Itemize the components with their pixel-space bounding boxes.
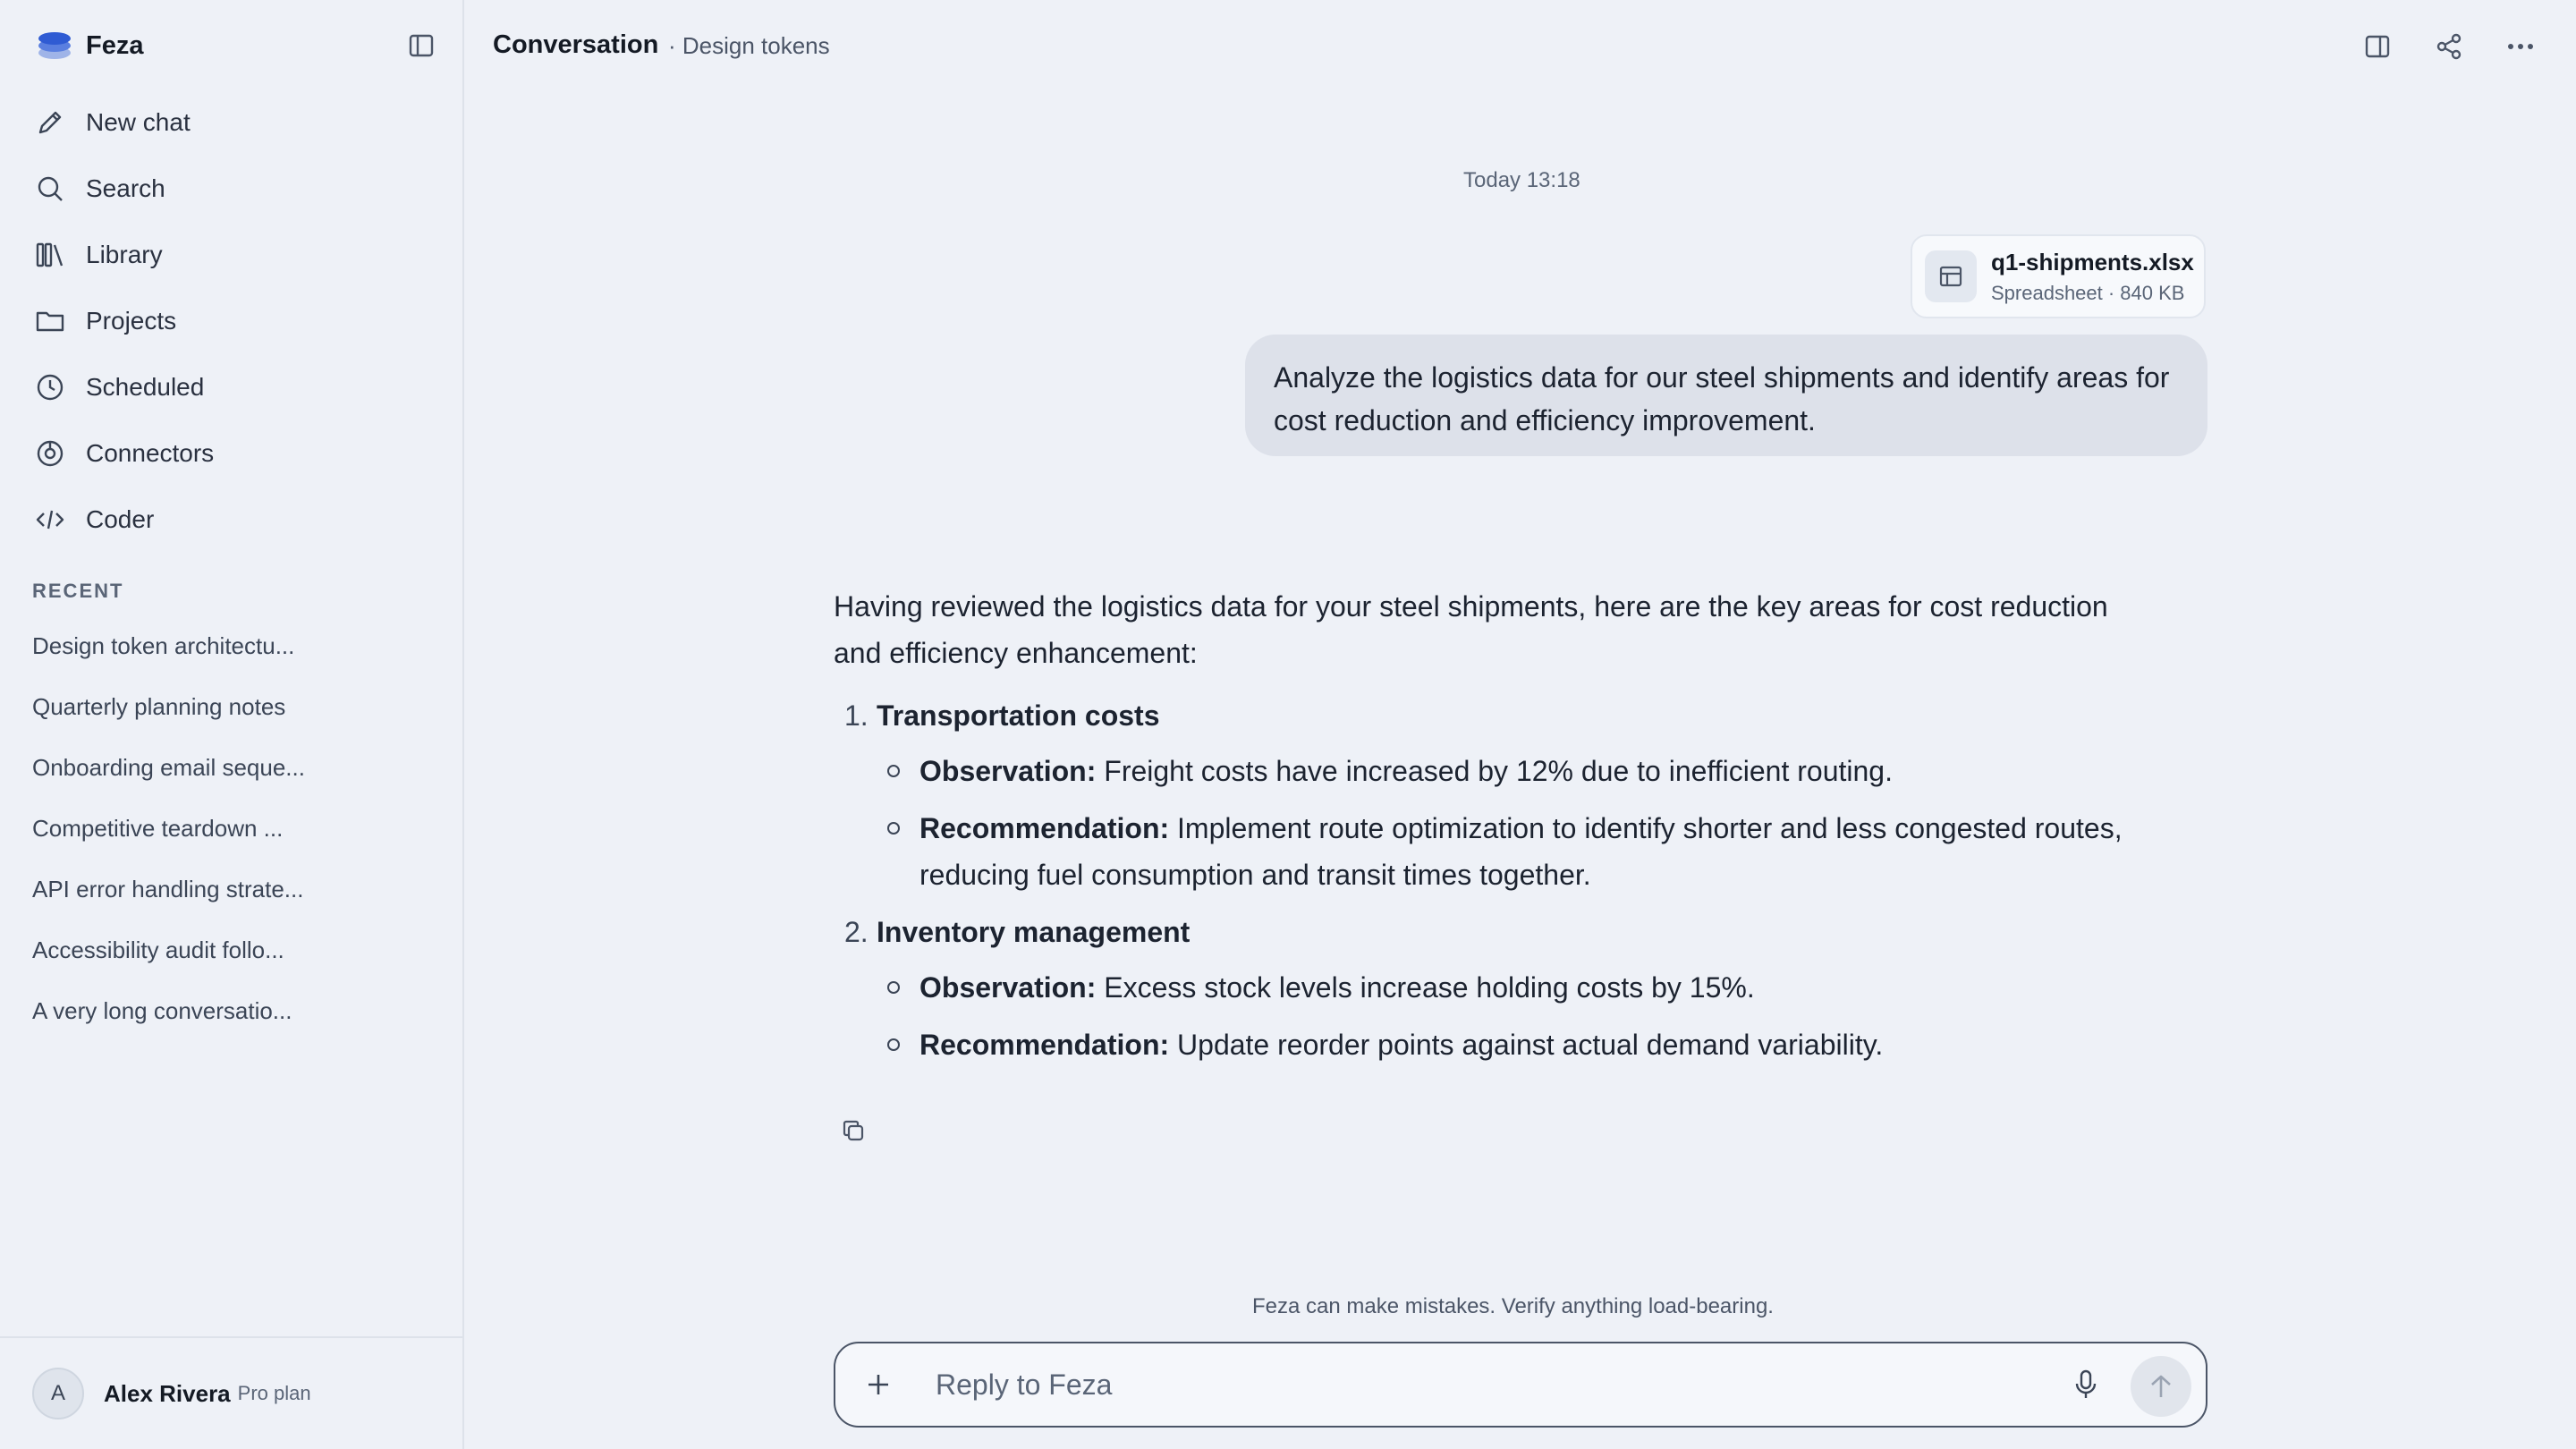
user-plan: Pro plan	[237, 1382, 311, 1404]
microphone-icon	[2074, 1369, 2097, 1400]
avatar: A	[32, 1368, 84, 1419]
recent-item[interactable]: A very long conversatio...	[32, 996, 292, 1024]
send-button[interactable]	[2131, 1356, 2191, 1417]
recent-item[interactable]: API error handling strate...	[32, 875, 304, 902]
sidebar-item-projects[interactable]	[0, 288, 464, 354]
recent-list	[32, 615, 444, 1041]
list-item	[877, 964, 2157, 1011]
point-label: Recommendation:	[919, 1029, 1170, 1061]
sidebar-item-label: New chat	[86, 108, 191, 136]
more-horizontal-icon	[2507, 43, 2534, 50]
sidebar-item-label: Scheduled	[86, 373, 205, 401]
clock-icon	[34, 371, 66, 403]
list-item	[877, 805, 2157, 898]
folder-icon	[34, 305, 66, 337]
spreadsheet-icon	[1925, 250, 1977, 302]
sidebar-item-search[interactable]	[0, 156, 464, 222]
point-text: Freight costs have increased by 12% due to inefficient routing.	[1096, 755, 1893, 787]
sidebar-item-label: Library	[86, 241, 163, 268]
sidebar-item-label: Search	[86, 174, 165, 202]
arrow-up-icon	[2149, 1374, 2173, 1399]
copy-icon	[842, 1119, 865, 1142]
pencil-icon	[34, 106, 66, 139]
voice-input-button[interactable]	[2068, 1367, 2104, 1402]
user-profile[interactable]	[0, 1336, 464, 1449]
sidebar-item-library[interactable]	[0, 222, 464, 288]
attachment-card[interactable]	[1911, 234, 2206, 318]
share-icon	[2436, 33, 2462, 60]
toggle-panel-button[interactable]	[2358, 27, 2397, 66]
list-item	[877, 748, 2157, 794]
recent-heading: RECENT	[32, 580, 124, 602]
sidebar-item-label: Projects	[86, 307, 177, 335]
section-title: Inventory management	[877, 916, 1191, 948]
reply-input[interactable]	[936, 1363, 2009, 1406]
brand-name: Feza	[86, 30, 144, 60]
bullet-icon	[887, 1038, 900, 1051]
header-actions	[2326, 27, 2540, 66]
recent-item[interactable]: Quarterly planning notes	[32, 692, 286, 720]
page-title: Conversation	[493, 30, 659, 59]
user-name: Alex Rivera	[104, 1379, 231, 1407]
list-number: 1.	[844, 699, 869, 732]
copy-button[interactable]	[837, 1114, 869, 1147]
assistant-message	[834, 583, 2157, 1079]
connector-icon	[34, 437, 66, 470]
brand[interactable]	[36, 28, 143, 64]
list-number: 2.	[844, 916, 869, 948]
sidebar-item-scheduled[interactable]	[0, 354, 464, 420]
composer	[834, 1342, 2207, 1428]
bullet-icon	[887, 765, 900, 777]
sidebar-item-connectors[interactable]	[0, 420, 464, 487]
disclaimer: Feza can make mistakes. Verify anything load-bearing.	[1252, 1294, 1774, 1318]
recent-item[interactable]: Onboarding email seque...	[32, 753, 305, 781]
panel-icon	[2365, 35, 2390, 58]
sidebar-nav	[0, 89, 464, 553]
attachment-meta: Spreadsheet · 840 KB	[1991, 281, 2185, 304]
section-title: Transportation costs	[877, 699, 1160, 732]
sidebar-item-coder[interactable]	[0, 487, 464, 553]
point-text: Update reorder points against actual demand variability.	[1169, 1029, 1884, 1061]
bullet-icon	[887, 981, 900, 994]
sidebar-item-label: Coder	[86, 505, 155, 533]
recent-item[interactable]: Competitive teardown ...	[32, 814, 284, 842]
header	[466, 0, 2576, 91]
point-text: Implement route optimization to identify shorter and less congested routes, reducing fuel consumption and transit times together.	[919, 812, 2123, 891]
feza-logo-icon	[36, 28, 73, 64]
recent-item[interactable]: Accessibility audit follo...	[32, 936, 284, 963]
point-label: Observation:	[919, 971, 1097, 1004]
sidebar	[0, 0, 464, 1449]
answer-intro: Having reviewed the logistics data for your steel shipments, here are the key areas for cost reduction and efficiency enhancement:	[834, 590, 2108, 669]
library-icon	[34, 239, 66, 271]
sub-list	[877, 964, 2157, 1068]
sidebar-toggle-icon	[409, 34, 434, 57]
attach-button[interactable]	[860, 1367, 896, 1402]
plus-icon	[866, 1372, 891, 1397]
recent-item[interactable]: Design token architectu...	[32, 631, 295, 659]
sidebar-toggle-button[interactable]	[404, 29, 438, 63]
sidebar-item-new-chat[interactable]	[0, 89, 464, 156]
more-options-button[interactable]	[2501, 27, 2540, 66]
code-icon	[34, 504, 66, 536]
list-item	[834, 692, 2157, 898]
point-label: Recommendation:	[919, 812, 1170, 844]
answer-list	[834, 692, 2157, 1068]
sub-list	[877, 748, 2157, 898]
message-timestamp: Today 13:18	[1463, 168, 1580, 192]
user-message: Analyze the logistics data for our steel shipments and identify areas for cost reduction and efficiency improvement.	[1245, 335, 2207, 456]
bullet-icon	[887, 822, 900, 835]
point-label: Observation:	[919, 755, 1097, 787]
list-item	[834, 909, 2157, 1068]
sidebar-item-label: Connectors	[86, 439, 215, 467]
conversation-project[interactable]: · Design tokens	[668, 32, 830, 59]
attachment-name: q1-shipments.xlsx	[1991, 248, 2194, 275]
point-text: Excess stock levels increase holding costs by 15%.	[1096, 971, 1755, 1004]
search-icon	[34, 173, 66, 205]
list-item	[877, 1021, 2157, 1068]
share-button[interactable]	[2429, 27, 2469, 66]
